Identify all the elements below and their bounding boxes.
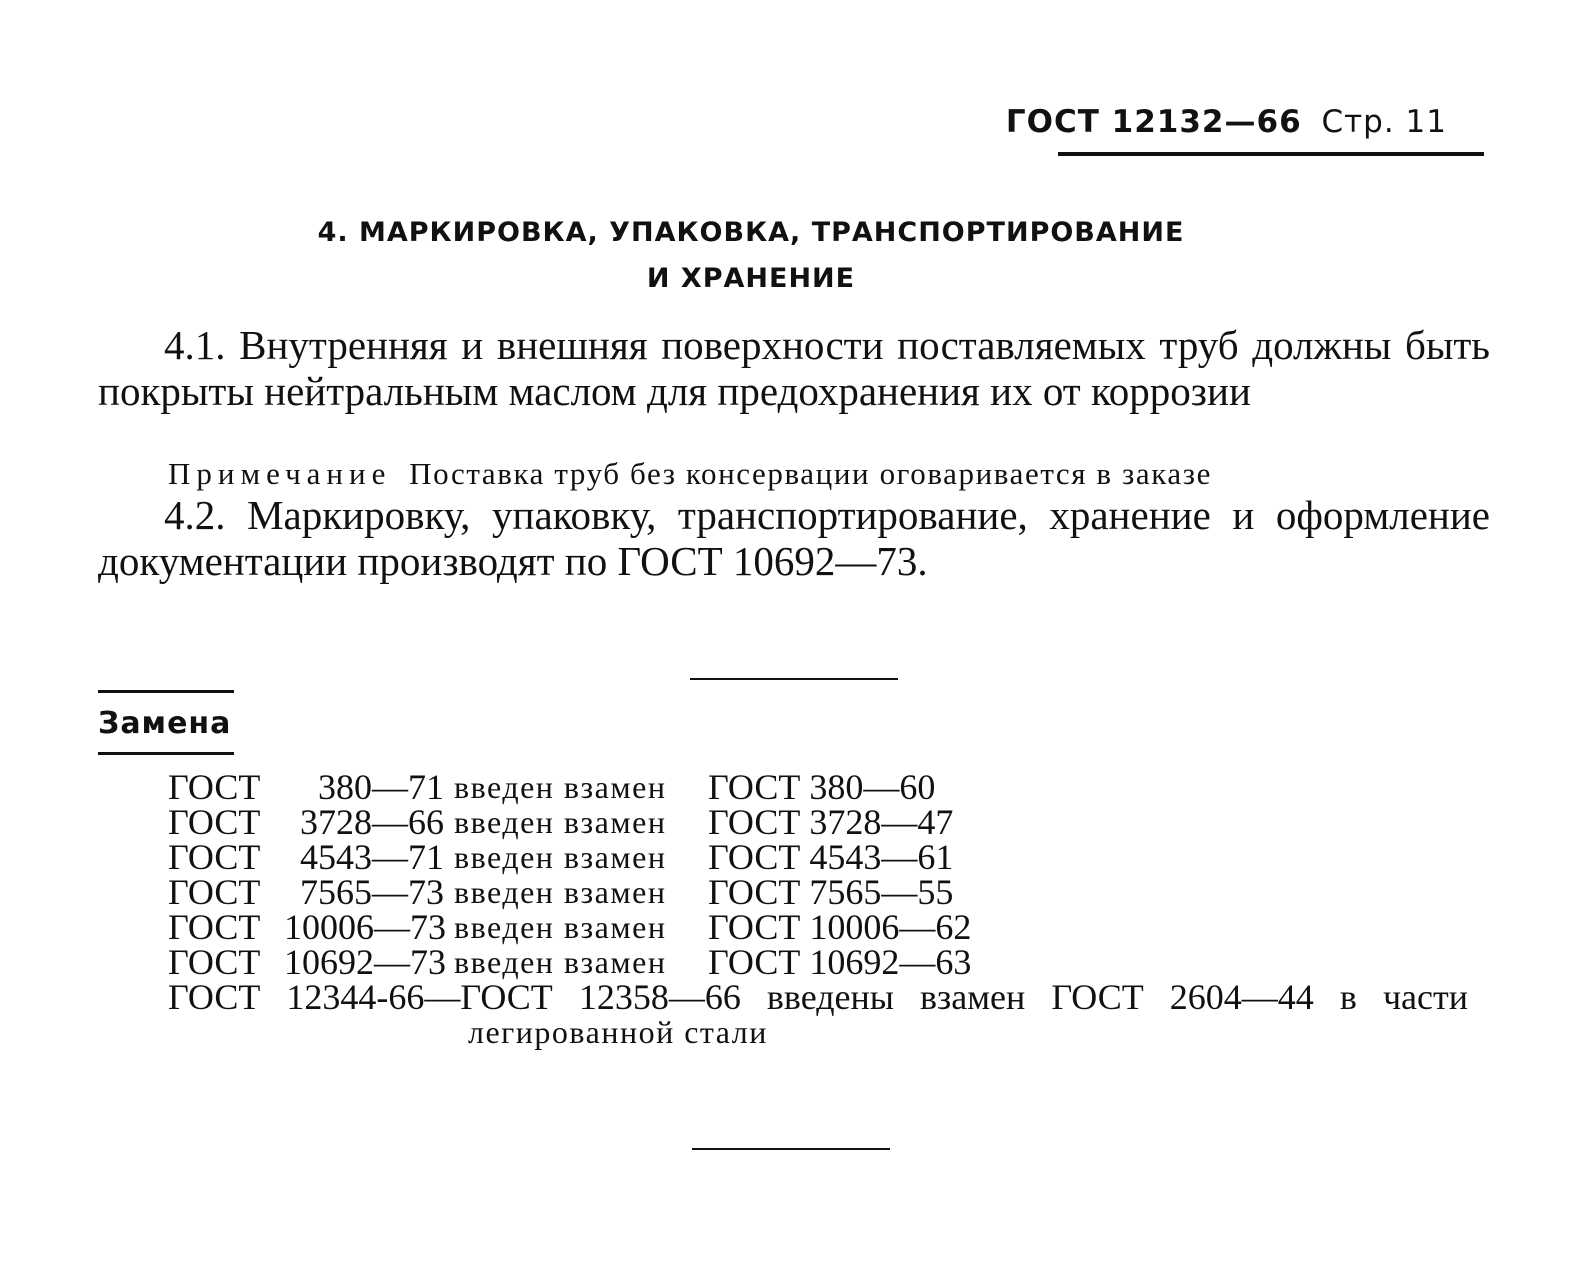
page-number: Стр. 11 [1321, 104, 1447, 140]
row-number: 10006—73 [284, 907, 446, 947]
replacement-row [168, 872, 1490, 912]
row-old-standard: ГОСТ 10006—62 [708, 907, 972, 947]
row-old-standard: ГОСТ 3728—47 [708, 802, 954, 842]
row-gost: ГОСТ [168, 907, 261, 947]
row-gost: ГОСТ [168, 767, 261, 807]
standard-number: ГОСТ 12132—66 [1005, 104, 1302, 140]
replacement-continuation-text: легированной стали [468, 1014, 768, 1050]
row-number: 4543—71 [300, 837, 444, 877]
replacement-label: Замена [98, 706, 232, 741]
row-text: введен взамен [454, 909, 667, 945]
row-gost: ГОСТ [168, 837, 261, 877]
row-text: введен взамен [454, 804, 667, 840]
paragraph-4-1: 4.1. Внутренняя и внешняя поверхности поставляемых труб должны быть покрыты нейтральным маслом для предохранения их от коррозии [98, 322, 1490, 414]
replacement-list [168, 767, 1490, 1050]
page-header [1006, 104, 1447, 140]
row-number: 3728—66 [300, 802, 444, 842]
replacement-long-text: ГОСТ 12344-66—ГОСТ 12358—66 введены взамен ГОСТ 2604—44 в части [168, 977, 1468, 1017]
row-text: введен взамен [454, 769, 667, 805]
row-old-standard: ГОСТ 4543—61 [708, 837, 954, 877]
row-number: 380—71 [318, 767, 444, 807]
replacement-row [168, 802, 1490, 842]
row-text: введен взамен [454, 874, 667, 910]
replacement-label-rule-bottom [98, 752, 234, 755]
replacement-row-long [168, 977, 1490, 1017]
row-old-standard: ГОСТ 10692—63 [708, 942, 972, 982]
header-rule [1058, 152, 1484, 156]
bottom-separator-rule [692, 1148, 890, 1150]
replacement-label-rule-top [98, 690, 234, 693]
separator-rule [690, 678, 898, 680]
replacement-row [168, 767, 1490, 807]
row-gost: ГОСТ [168, 872, 261, 912]
row-old-standard: ГОСТ 380—60 [708, 767, 936, 807]
replacement-row [168, 837, 1490, 877]
section-title [150, 210, 1352, 302]
note [168, 454, 1490, 494]
row-old-standard: ГОСТ 7565—55 [708, 872, 954, 912]
replacement-row [168, 907, 1490, 947]
note-text: Поставка труб без консервации оговаривается в заказе [409, 456, 1212, 491]
replacement-row-continuation [168, 1015, 1490, 1050]
row-text: введен взамен [454, 944, 667, 980]
row-text: введен взамен [454, 839, 667, 875]
row-number: 7565—73 [300, 872, 444, 912]
replacement-row [168, 942, 1490, 982]
row-gost: ГОСТ [168, 942, 261, 982]
section-title-line-2: И ХРАНЕНИЕ [646, 263, 856, 294]
row-number: 10692—73 [284, 942, 446, 982]
section-title-line-1: 4. МАРКИРОВКА, УПАКОВКА, ТРАНСПОРТИРОВАНИЕ [317, 217, 1185, 248]
row-gost: ГОСТ [168, 802, 261, 842]
note-label: Примечание [168, 456, 392, 491]
paragraph-4-2: 4.2. Маркировку, упаковку, транспортирование, хранение и оформление документации производят по ГОСТ 10692—73. [98, 492, 1490, 584]
